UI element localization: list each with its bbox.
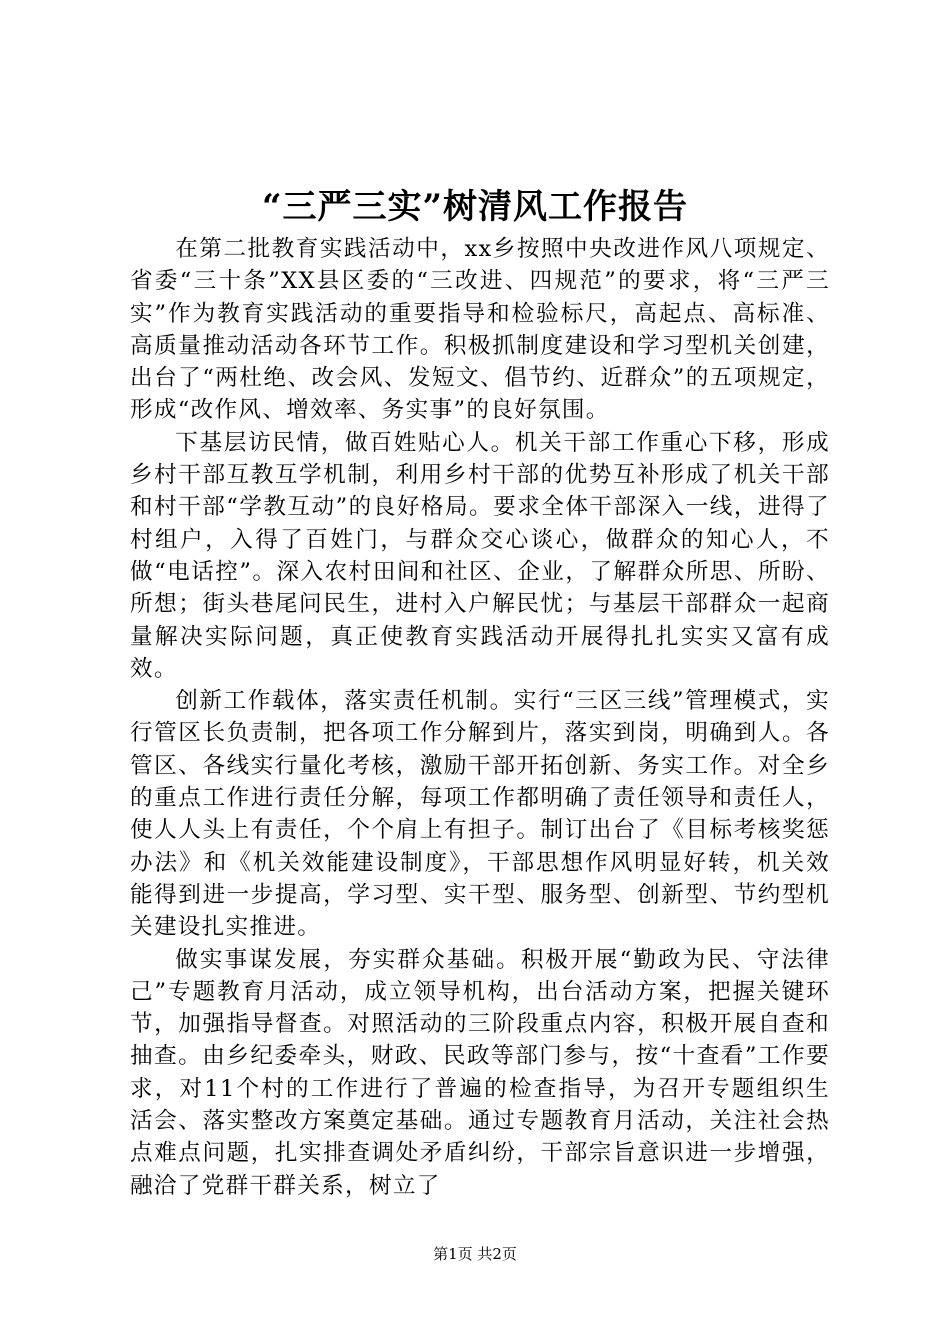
paragraph-3: 创新工作载体，落实责任机制。实行“三区三线”管理模式，实行管区长负责制，把各项工作分解到片，落实到岗，明确到人。各管区、各线实行量化考核，激励干部开拓创新、务实工作。对全乡的重点工作进行责任分解，每项工作都明确了责任领导和责任人，使人人头上有责任，个个肩上有担子。制订出台了《目标考核奖惩办法》和《机关效能建设制度》，干部思想作风明显好转，机关效能得到进一步提高，学习型、实干型、服务型、创新型、节约型机关建设扎实推进。 [130,688,830,941]
page-number-footer: 第1页 共2页 [433,1245,517,1263]
paragraph-2: 下基层访民情，做百姓贴心人。机关干部工作重心下移，形成乡村干部互教互学机制，利用乡村干部的优势互补形成了机关干部和村干部“学教互动”的良好格局。要求全体干部深入一线，进得了村组户，入得了百姓门，与群众交心谈心，做群众的知心人，不做“电话控”。深入农村田间和社区、企业，了解群众所思、所盼、所想；街头巷尾问民生，进村入户解民忧；与基层干部群众一起商量解决实际问题，真正使教育实践活动开展得扎扎实实又富有成效。 [130,429,830,682]
document-title: “三严三实”树清风工作报告 [261,187,689,227]
paragraph-4: 做实事谋发展，夯实群众基础。积极开展“勤政为民、守法律己”专题教育月活动，成立领导机构，出台活动方案，把握关键环节，加强指导督查。对照活动的三阶段重点内容，积极开展自查和抽查。由乡纪委牵头，财政、民政等部门参与，按“十查看”工作要求，对11个村的工作进行了普遍的检查指导，为召开专题组织生活会、落实整改方案奠定基础。通过专题教育月活动，关注社会热点难点问题，扎实排查调处矛盾纠纷，干部宗旨意识进一步增强，融洽了党群干群关系，树立了 [130,946,830,1199]
document-body [130,233,830,1202]
paragraph-1: 在第二批教育实践活动中，xx乡按照中央改进作风八项规定、省委“三十条”XX县区委的“三改进、四规范”的要求，将“三严三实”作为教育实践活动的重要指导和检验标尺，高起点、高标准、高质量推动活动各环节工作。积极抓制度建设和学习型机关创建，出台了“两杜绝、改会风、发短文、倡节约、近群众”的五项规定，形成“改作风、增效率、务实事”的良好氛围。 [130,236,830,424]
